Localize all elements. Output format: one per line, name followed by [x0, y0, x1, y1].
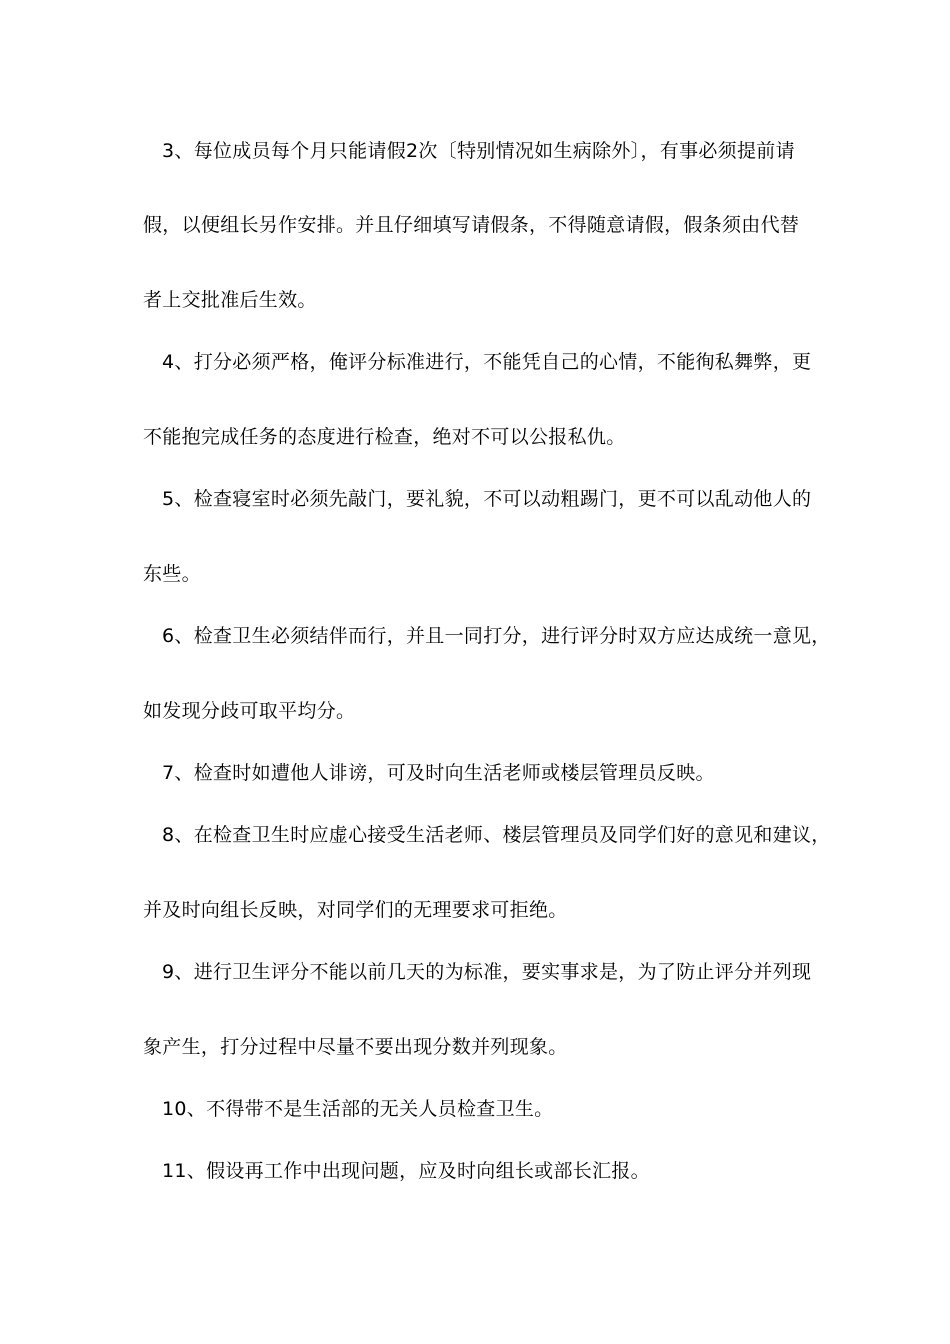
rule-3-line-2: 假，以便组长另作安排。并且仔细填写请假条，不得随意请假，假条须由代替	[143, 214, 800, 236]
rule-11-line-1: 11、假设再工作中出现问题，应及时向组长或部长汇报。	[162, 1160, 650, 1182]
rule-8-line-2: 并及时向组长反映，对同学们的无理要求可拒绝。	[143, 899, 568, 921]
rule-8-line-1: 8、在检查卫生时应虚心接受生活老师、楼层管理员及同学们好的意见和建议，	[162, 824, 831, 846]
rule-3-line-1: 3、每位成员每个月只能请假2次〔特别情况如生病除外〕，有事必须提前请	[162, 140, 795, 162]
rule-3-line-3: 者上交批准后生效。	[143, 289, 317, 311]
rule-6-line-2: 如发现分歧可取平均分。	[143, 700, 356, 722]
rule-6-line-1: 6、检查卫生必须结伴而行，并且一同打分，进行评分时双方应达成统一意见，	[162, 625, 831, 647]
rule-4-line-1: 4、打分必须严格，俺评分标准进行，不能凭自己的心情，不能徇私舞弊，更	[162, 351, 812, 373]
rule-4-line-2: 不能抱完成任务的态度进行检查，绝对不可以公报私仇。	[143, 426, 626, 448]
rule-5-line-2: 东些。	[143, 563, 201, 585]
rule-10-line-1: 10、不得带不是生活部的无关人员检查卫生。	[162, 1098, 554, 1120]
rule-7-line-1: 7、检查时如遭他人诽谤，可及时向生活老师或楼层管理员反映。	[162, 762, 715, 784]
rule-5-line-1: 5、检查寝室时必须先敲门，要礼貌，不可以动粗踢门，更不可以乱动他人的	[162, 488, 812, 510]
rule-9-line-1: 9、进行卫生评分不能以前几天的为标准，要实事求是，为了防止评分并列现	[162, 961, 812, 983]
rule-9-line-2: 象产生，打分过程中尽量不要出现分数并列现象。	[143, 1036, 568, 1058]
